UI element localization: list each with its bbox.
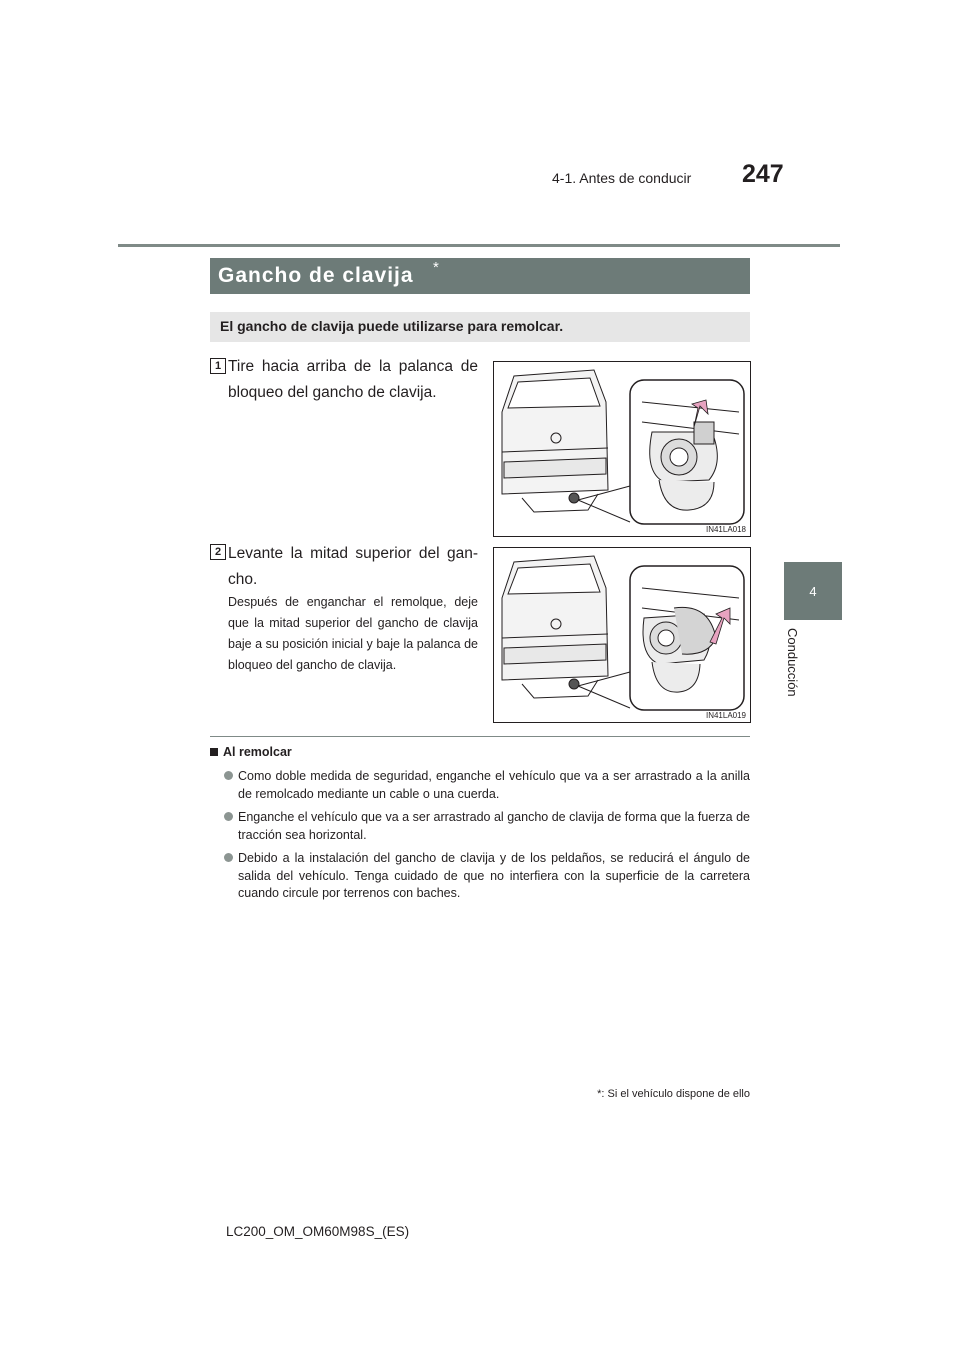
bullet-dot-icon: [224, 812, 233, 821]
header-rule: [118, 244, 840, 247]
info-bullet: Debido a la instalación del gancho de clavija y de los peldaños, se reducirá el ángulo de salida del vehículo. Tenga cuidado de que no interfiera con la superficie de la carretera cuando circule por terrenos con baches.: [210, 850, 750, 903]
figure-step-1: [493, 361, 751, 537]
bullet-dot-icon: [224, 771, 233, 780]
intro-text: El gancho de clavija puede utilizarse para remolcar.: [220, 318, 564, 334]
document-code: LC200_OM_OM60M98S_(ES): [226, 1224, 410, 1239]
info-bullet: Como doble medida de seguridad, enganche el vehículo que va a ser arrastrado a la anilla de remolcado mediante un cable o una cuerda.: [210, 768, 750, 803]
asterisk-icon: *: [597, 1088, 602, 1100]
square-bullet-icon: [210, 748, 218, 756]
intro-bar: [210, 312, 750, 342]
page-title-bar: [210, 258, 750, 294]
chapter-label: Conducción: [785, 628, 800, 697]
bullet-dot-icon: [224, 853, 233, 862]
figure-code-1: IN41LA018: [705, 525, 746, 534]
hook-raise-illustration: [494, 548, 750, 722]
chapter-tab: [784, 562, 842, 620]
hook-lever-illustration: [494, 362, 750, 536]
info-heading: Al remolcar: [210, 745, 292, 759]
section-rule: [210, 736, 750, 737]
step-1-text: Tire hacia arriba de la palanca de bloqueo del gancho de clavija.: [228, 358, 478, 401]
chapter-number: 4: [809, 583, 817, 599]
page-title: Gancho de clavija: [218, 264, 414, 287]
page-number: 247: [742, 160, 784, 188]
figure-code-2: IN41LA019: [705, 711, 746, 720]
info-bullet: Enganche el vehículo que va a ser arrastrado al gancho de clavija de forma que la fuerza de tracción sea horizontal.: [210, 809, 750, 844]
running-header-section: 4-1. Antes de conducir: [552, 170, 692, 186]
step-number-1: 1: [210, 358, 226, 374]
figure-step-2: [493, 547, 751, 723]
step-2-text: Levante la mitad superior del gan-cho.: [228, 545, 478, 588]
step-2-note: Después de enganchar el remolque, deje que la mitad superior del gancho de clavija baje a su posición inicial y baje la palanca de bloqueo del gancho de clavija.: [228, 595, 478, 672]
footnote: *: Si el vehículo dispone de ello: [597, 1088, 750, 1100]
asterisk-icon: *: [433, 259, 439, 276]
step-number-2: 2: [210, 544, 226, 560]
